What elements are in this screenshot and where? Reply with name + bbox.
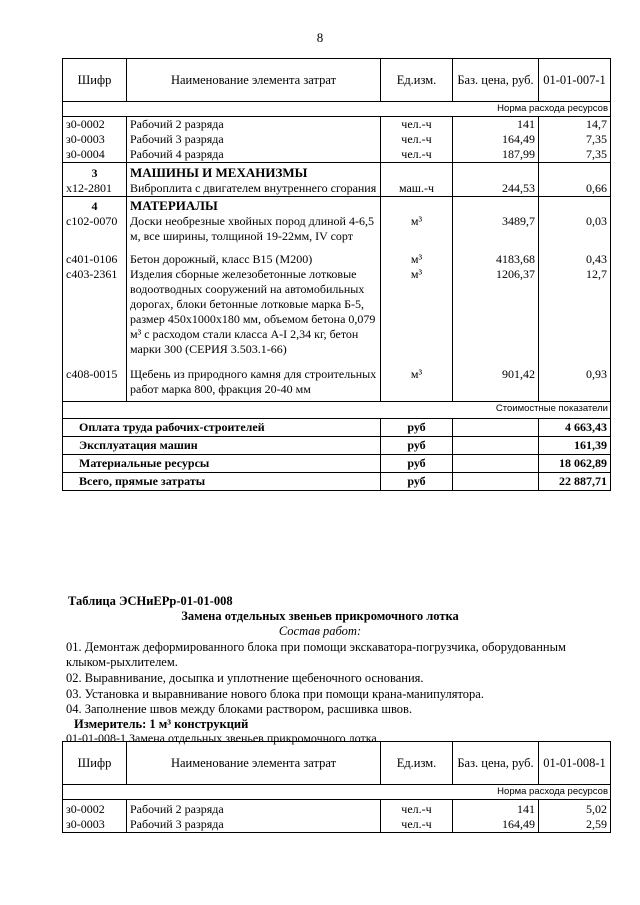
work-step: клыком-рыхлителем. — [66, 655, 178, 669]
summary-label: Материальные ресурсы — [63, 455, 381, 473]
row-code: с403-2361 — [63, 267, 127, 357]
row-unit: чел.-ч — [381, 117, 453, 133]
table-row — [63, 117, 611, 133]
row-code: з0-0003 — [63, 132, 127, 147]
row-price: 901,42 — [453, 357, 539, 402]
summary-row — [63, 419, 611, 437]
summary-unit: руб — [381, 455, 453, 473]
row-price: 187,99 — [453, 147, 539, 163]
norm-label: Норма расхода ресурсов — [63, 102, 611, 117]
row-price: 141 — [453, 800, 539, 818]
row-unit: м³ — [381, 244, 453, 267]
row-unit: маш.-ч — [381, 181, 453, 197]
summary-row — [63, 455, 611, 473]
work-step: 03. Установка и выравнивание нового блока при помощи крана-манипулятора. — [66, 687, 484, 701]
section-header-row — [63, 197, 611, 215]
table-row — [63, 147, 611, 163]
row-price: 164,49 — [453, 817, 539, 833]
row-name: Бетон дорожный, класс В15 (М200) — [127, 244, 381, 267]
row-unit: чел.-ч — [381, 147, 453, 163]
row-code: з0-0003 — [63, 817, 127, 833]
row-name: Щебень из природного камня для строительных работ марка 800, фракция 20-40 мм — [127, 357, 381, 402]
row-norm: 14,7 — [539, 117, 611, 133]
summary-label: Оплата труда рабочих-строителей — [63, 419, 381, 437]
row-code: з0-0004 — [63, 147, 127, 163]
table-row — [63, 357, 611, 402]
row-unit: чел.-ч — [381, 817, 453, 833]
header-name: Наименование элемента затрат — [127, 59, 381, 102]
row-code: с102-0070 — [63, 214, 127, 244]
section-title: МАТЕРИАЛЫ — [127, 197, 381, 215]
header-name: Наименование элемента затрат — [127, 742, 381, 785]
norm-label-row — [63, 102, 611, 117]
row-norm: 7,35 — [539, 147, 611, 163]
summary-row — [63, 437, 611, 455]
header-code: Шифр — [63, 59, 127, 102]
table2-subtitle: 01-01-008-1 Замена отдельных звеньев прикромочного лотка — [66, 731, 377, 745]
work-step: 01. Демонтаж деформированного блока при помощи экскаватора-погрузчика, оборудованным — [66, 640, 566, 654]
row-price: 244,53 — [453, 181, 539, 197]
cost-label-row — [63, 402, 611, 419]
row-price: 141 — [453, 117, 539, 133]
row-name: Рабочий 3 разряда — [127, 817, 381, 833]
row-price: 1206,37 — [453, 267, 539, 357]
row-code: с408-0015 — [63, 357, 127, 402]
row-price: 4183,68 — [453, 244, 539, 267]
composition-title: Состав работ: — [278, 624, 362, 638]
row-name: Рабочий 2 разряда — [127, 117, 381, 133]
row-name: Рабочий 2 разряда — [127, 800, 381, 818]
row-code: х12-2801 — [63, 181, 127, 197]
summary-label: Эксплуатация машин — [63, 437, 381, 455]
row-norm: 0,03 — [539, 214, 611, 244]
row-norm: 0,43 — [539, 244, 611, 267]
summary-value: 18 062,89 — [539, 455, 611, 473]
row-name: Доски необрезные хвойных пород длиной 4-6,5 м, все ширины, толщиной 19-22мм, IV сорт — [127, 214, 381, 244]
row-norm: 0,93 — [539, 357, 611, 402]
table2-title: Замена отдельных звеньев прикромочного лотка — [181, 609, 459, 623]
header-unit: Ед.изм. — [381, 59, 453, 102]
work-step: 02. Выравнивание, досыпка и уплотнение щебеночного основания. — [66, 671, 424, 685]
summary-label: Всего, прямые затраты — [63, 473, 381, 491]
page-number: 8 — [316, 30, 324, 45]
summary-row — [63, 473, 611, 491]
summary-unit: руб — [381, 419, 453, 437]
row-code: з0-0002 — [63, 800, 127, 818]
row-unit: чел.-ч — [381, 800, 453, 818]
table-row — [63, 800, 611, 818]
table2-heading: Таблица ЭСНиЕРр-01-01-008 — [68, 594, 233, 608]
table-row — [63, 132, 611, 147]
table-row — [63, 181, 611, 197]
cost-label: Стоимостные показатели — [63, 402, 611, 419]
row-code: з0-0002 — [63, 117, 127, 133]
row-name: Виброплита с двигателем внутреннего сгорания — [127, 181, 381, 197]
norm-label-row — [63, 785, 611, 800]
row-name: Рабочий 3 разряда — [127, 132, 381, 147]
section-number: 4 — [63, 197, 127, 215]
row-price: 3489,7 — [453, 214, 539, 244]
section-number: 3 — [63, 163, 127, 182]
row-unit: м³ — [381, 267, 453, 357]
table-header-row — [63, 742, 611, 785]
row-name: Рабочий 4 разряда — [127, 147, 381, 163]
summary-value: 4 663,43 — [539, 419, 611, 437]
norm-label: Норма расхода ресурсов — [63, 785, 611, 800]
row-unit: чел.-ч — [381, 132, 453, 147]
summary-unit: руб — [381, 473, 453, 491]
table-row — [63, 817, 611, 833]
meter-label: Измеритель: 1 м³ конструкций — [74, 717, 249, 731]
header-norm-code: 01-01-008-1 — [539, 742, 611, 785]
row-norm: 12,7 — [539, 267, 611, 357]
summary-unit: руб — [381, 437, 453, 455]
row-code: с401-0106 — [63, 244, 127, 267]
table-row — [63, 267, 611, 357]
row-unit: м³ — [381, 357, 453, 402]
table-header-row — [63, 59, 611, 102]
row-unit: м³ — [381, 214, 453, 244]
row-norm: 5,02 — [539, 800, 611, 818]
header-price: Баз. цена, руб. — [453, 59, 539, 102]
header-norm-code: 01-01-007-1 — [539, 59, 611, 102]
summary-value: 22 887,71 — [539, 473, 611, 491]
header-code: Шифр — [63, 742, 127, 785]
row-name: Изделия сборные железобетонные лотковые водоотводных сооружений на автомобильных дорогах, блоки бетонные лотковые марка Б-5, размер 450x1000x180 мм, объемом бетона 0,079 м³ с расходом стали класса А-I 2,34 кг, бетон марки 300 (СЕРИЯ 3.503.1-66) — [127, 267, 381, 357]
resource-table-01-01-008 — [62, 741, 611, 833]
table-row — [63, 244, 611, 267]
row-norm: 0,66 — [539, 181, 611, 197]
resource-table-01-01-007 — [62, 58, 611, 491]
header-price: Баз. цена, руб. — [453, 742, 539, 785]
row-price: 164,49 — [453, 132, 539, 147]
section-header-row — [63, 163, 611, 182]
header-unit: Ед.изм. — [381, 742, 453, 785]
table-row — [63, 214, 611, 244]
summary-value: 161,39 — [539, 437, 611, 455]
work-step: 04. Заполнение швов между блоками раствором, расшивка швов. — [66, 702, 413, 716]
row-norm: 7,35 — [539, 132, 611, 147]
section-title: МАШИНЫ И МЕХАНИЗМЫ — [127, 163, 381, 182]
row-norm: 2,59 — [539, 817, 611, 833]
